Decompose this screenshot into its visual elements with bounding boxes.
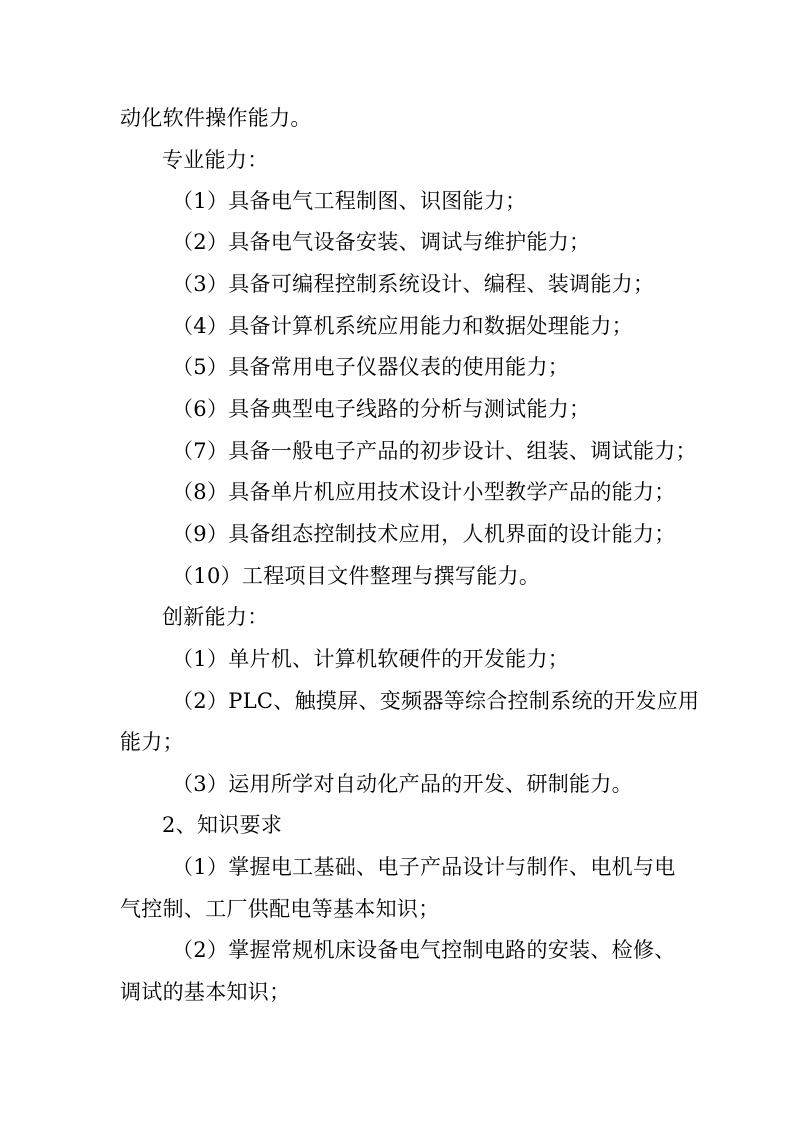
section-heading-knowledge-requirements: 2、知识要求: [162, 813, 283, 837]
list-item: （10）工程项目文件整理与撰写能力。: [172, 564, 541, 588]
list-item: （1）具备电气工程制图、识图能力；: [172, 189, 527, 213]
list-item-continuation: 能力；: [120, 730, 184, 754]
list-item: （5）具备常用电子仪器仪表的使用能力；: [172, 355, 570, 379]
list-item: （8）具备单片机应用技术设计小型教学产品的能力；: [172, 480, 676, 504]
list-item: （2）具备电气设备安装、调试与维护能力；: [172, 230, 591, 254]
list-item: （2）PLC、触摸屏、变频器等综合控制系统的开发应用: [172, 689, 700, 713]
list-item-continuation: 调试的基本知识；: [120, 980, 291, 1004]
list-item: （6）具备典型电子线路的分析与测试能力；: [172, 397, 591, 421]
list-item: （4）具备计算机系统应用能力和数据处理能力；: [172, 314, 633, 338]
list-item: （1）单片机、计算机软硬件的开发能力；: [172, 647, 570, 671]
list-item: （7）具备一般电子产品的初步设计、组装、调试能力；: [172, 439, 697, 463]
list-item: （2）掌握常规机床设备电气控制电路的安装、检修、: [172, 938, 676, 962]
list-item: （3）运用所学对自动化产品的开发、研制能力。: [172, 772, 633, 796]
list-item: （9）具备组态控制技术应用，人机界面的设计能力；: [172, 522, 676, 546]
section-heading-innovation-ability: 创新能力：: [162, 605, 269, 629]
paragraph-line: 动化软件操作能力。: [120, 106, 312, 130]
list-item: （3）具备可编程控制系统设计、编程、装调能力；: [172, 272, 655, 296]
list-item-continuation: 气控制、工厂供配电等基本知识；: [120, 897, 440, 921]
list-item: （1）掌握电工基础、电子产品设计与制作、电机与电: [172, 855, 676, 879]
section-heading-professional-ability: 专业能力：: [162, 148, 269, 172]
